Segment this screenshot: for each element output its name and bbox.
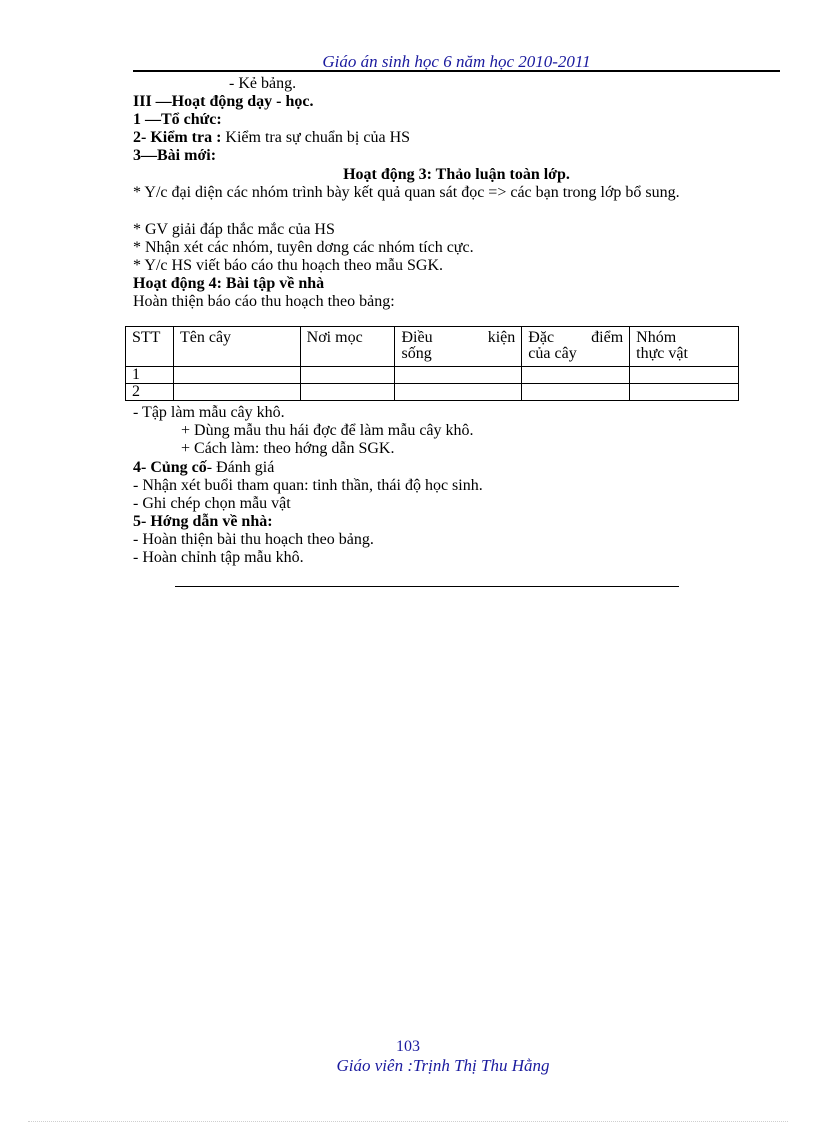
header-nhom-word-1: Nhóm xyxy=(636,329,677,346)
row-stt: 2 xyxy=(126,384,174,401)
table-cell xyxy=(522,384,630,401)
table-cell xyxy=(630,384,739,401)
nhan-xet-line: - Nhận xét buổi tham quan: tinh thần, thái độ học sinh. xyxy=(133,477,483,494)
table-cell xyxy=(395,367,522,384)
cung-co-line xyxy=(133,459,274,477)
activity-3-paragraph-4: * Y/c HS viết báo cáo thu hoạch theo mẫu SGK. xyxy=(133,257,444,274)
row-stt: 1 xyxy=(126,367,174,384)
activity-3-paragraph-1: * Y/c đại diện các nhóm trình bày kết quả quan sát đọc => các bạn trong lớp bổ sung. xyxy=(133,184,680,201)
table-cell xyxy=(630,367,739,384)
activity-3-title: Hoạt động 3: Thảo luận toàn lớp. xyxy=(343,166,570,183)
header-dieu-kien-word-3: sống xyxy=(401,345,432,362)
ke-bang-line: - Kẻ bảng. xyxy=(229,75,297,92)
bai-moi-heading: 3—Bài mới: xyxy=(133,147,217,164)
table-cell xyxy=(300,367,395,384)
header-nhom-thuc-vat xyxy=(630,327,739,367)
table-row xyxy=(126,367,739,384)
table-cell xyxy=(395,384,522,401)
table-cell xyxy=(522,367,630,384)
huong-dan-heading: 5- Hớng dẫn về nhà: xyxy=(133,513,273,530)
header-dac-diem xyxy=(522,327,630,367)
hoan-thien-line: - Hoàn thiện bài thu hoạch theo bảng. xyxy=(133,531,374,548)
header-dac-diem-word-3: của cây xyxy=(528,345,577,362)
table-cell xyxy=(173,367,300,384)
activity-3-paragraph-3: * Nhận xét các nhóm, tuyên dơng các nhóm tích cực. xyxy=(133,239,474,256)
page-number: 103 xyxy=(396,1038,420,1055)
activity-4-title: Hoạt động 4: Bài tập về nhà xyxy=(133,275,325,292)
report-table xyxy=(125,326,739,401)
header-noi-moc: Nơi mọc xyxy=(300,327,395,367)
section-end-divider xyxy=(175,586,679,587)
cach-lam-line: + Cách làm: theo hớng dẫn SGK. xyxy=(181,440,395,457)
teacher-name: Giáo viên :Trịnh Thị Thu Hằng xyxy=(336,1056,550,1075)
table-header-row xyxy=(126,327,739,367)
cung-co-label: 4- Củng cố xyxy=(133,459,207,476)
page-header-title: Giáo án sinh học 6 năm học 2010-2011 xyxy=(322,52,591,71)
activity-3-paragraph-2: * GV giải đáp thắc mắc của HS xyxy=(133,221,335,238)
cung-co-text: - Đánh giá xyxy=(206,459,275,476)
header-dac-diem-word-2: điểm xyxy=(591,329,624,346)
kiem-tra-line xyxy=(133,129,410,147)
activity-4-intro: Hoàn thiện báo cáo thu hoạch theo bảng: xyxy=(133,293,395,310)
section-heading-3: III —Hoạt động dạy - học. xyxy=(133,93,314,110)
table-cell xyxy=(300,384,395,401)
header-stt: STT xyxy=(126,327,174,367)
ghi-chep-line: - Ghi chép chọn mẫu vật xyxy=(133,495,291,512)
table-cell xyxy=(173,384,300,401)
dung-mau-line: + Dùng mẫu thu hái đợc để làm mẫu cây khô. xyxy=(181,422,474,439)
hoan-chinh-line: - Hoàn chỉnh tập mẫu khô. xyxy=(133,549,304,566)
kiem-tra-text: Kiểm tra sự chuẩn bị của HS xyxy=(221,129,411,146)
header-ten-cay: Tên cây xyxy=(173,327,300,367)
page-bottom-border xyxy=(28,1121,788,1122)
kiem-tra-label: 2- Kiểm tra : xyxy=(133,129,222,146)
header-nhom-word-2: thực vật xyxy=(636,345,688,362)
to-chuc-heading: 1 —Tổ chức: xyxy=(133,111,222,128)
header-dieu-kien-word-2: kiện xyxy=(487,329,516,346)
header-divider xyxy=(133,70,780,72)
table-row xyxy=(126,384,739,401)
header-dac-diem-word-1: Đặc xyxy=(528,329,555,346)
header-dieu-kien-song xyxy=(395,327,522,367)
header-dieu-kien-word-1: Điều xyxy=(401,329,433,346)
tap-lam-line: - Tập làm mẫu cây khô. xyxy=(133,404,285,421)
